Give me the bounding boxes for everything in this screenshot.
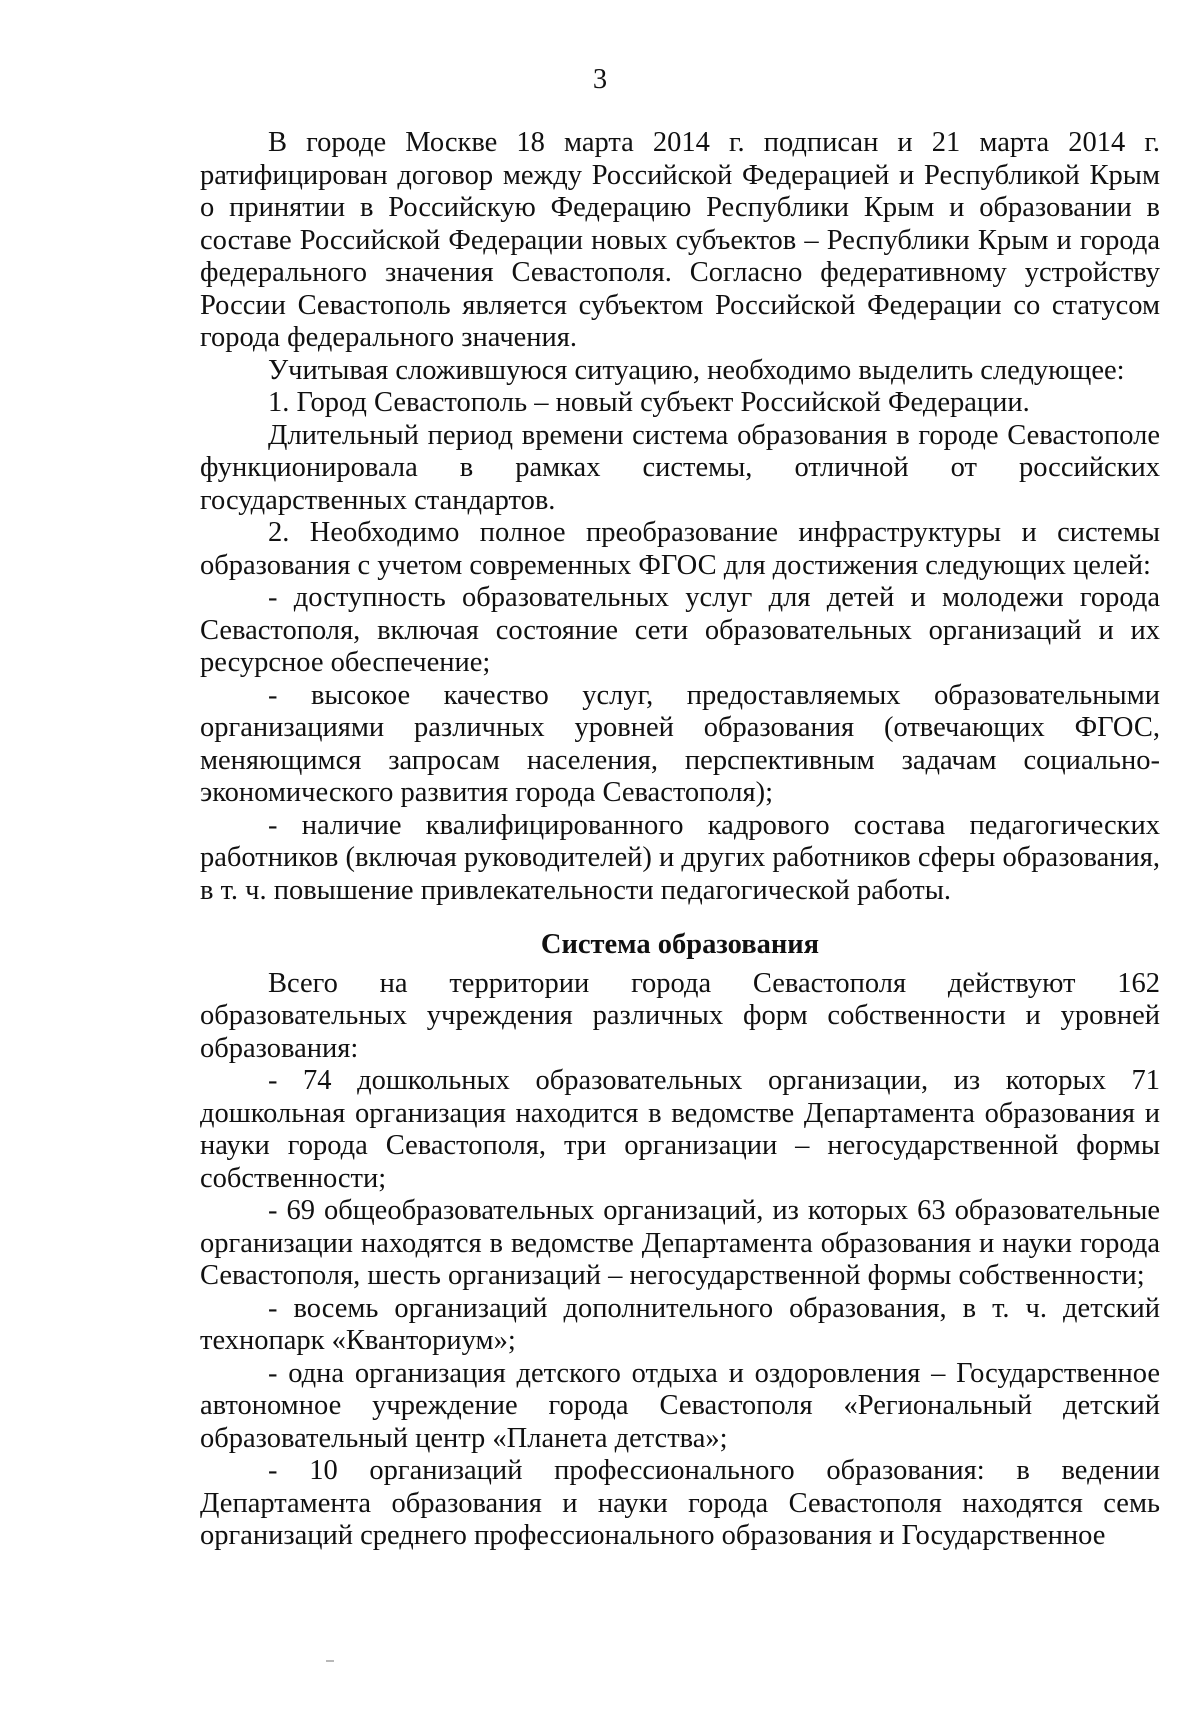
paragraph-point-1: 1. Город Севастополь – новый субъект Российской Федерации.	[268, 387, 1030, 418]
page-number: 3	[592, 64, 608, 95]
scan-mark	[326, 1660, 334, 1662]
list-item-professional-education: - 10 организаций профессионального образования: в ведении Департамента образования и науки города Севастополя находятся семь организаций среднего профессионального образования и Государственное	[200, 1455, 1160, 1551]
section-heading: Система образования	[540, 929, 820, 960]
paragraph-situation: Учитывая сложившуюся ситуацию, необходимо выделить следующее:	[268, 354, 1125, 386]
list-item-preschool: - 74 дошкольных образовательных организации, из которых 71 дошкольная организация находится в ведомстве Департамента образования и науки города Севастополя, три организации – негосударственной формы собственности;	[200, 1065, 1160, 1194]
list-item-additional-education: - восемь организаций дополнительного образования, в т. ч. детский технопарк «Кванториум»;	[200, 1292, 1160, 1356]
paragraph-long-period: Длительный период времени система образования в городе Севастополе функционировала в рамках системы, отличной от российских государственных стандартов.	[200, 419, 1160, 516]
list-item-accessibility: - доступность образовательных услуг для детей и молодежи города Севастополя, включая состояние сети образовательных организаций и их ресурсное обеспечение;	[200, 582, 1160, 678]
paragraph-point-2: 2. Необходимо полное преобразование инфраструктуры и системы образования с учетом современных ФГОС для достижения следующих целей:	[200, 517, 1160, 581]
list-item-recreation: - одна организация детского отдыха и оздоровления – Государственное автономное учреждение города Севастополя «Региональный детский образовательный центр «Планета детства»;	[200, 1357, 1160, 1454]
list-item-staff: - наличие квалифицированного кадрового состава педагогических работников (включая руководителей) и других работников сферы образования, в т. ч. повышение привлекательности педагогической работы.	[200, 809, 1160, 906]
list-item-quality: - высокое качество услуг, предоставляемых образовательными организациями различных уровней образования (отвечающих ФГОС, меняющимся запросам населения, перспективным задачам социально-экономического развития города Севастополя);	[200, 679, 1160, 808]
document-body	[200, 127, 1160, 1553]
paragraph-total-institutions: Всего на территории города Севастополя действуют 162 образовательных учреждения различных форм собственности и уровней образования:	[200, 967, 1160, 1064]
list-item-general-education: - 69 общеобразовательных организаций, из которых 63 образовательные организации находятся в ведомстве Департамента образования и науки города Севастополя, шесть организаций – негосударственной формы собственности;	[200, 1195, 1160, 1291]
paragraph-treaty: В городе Москве 18 марта 2014 г. подписан и 21 марта 2014 г. ратифицирован договор между Российской Федерацией и Республикой Крым о принятии в Российскую Федерацию Республики Крым и образовании в составе Российской Федерации новых субъектов – Республики Крым и города федерального значения Севастополя. Согласно федеративному устройству России Севастополь является субъектом Российской Федерации со статусом города федерального значения.	[200, 127, 1160, 353]
